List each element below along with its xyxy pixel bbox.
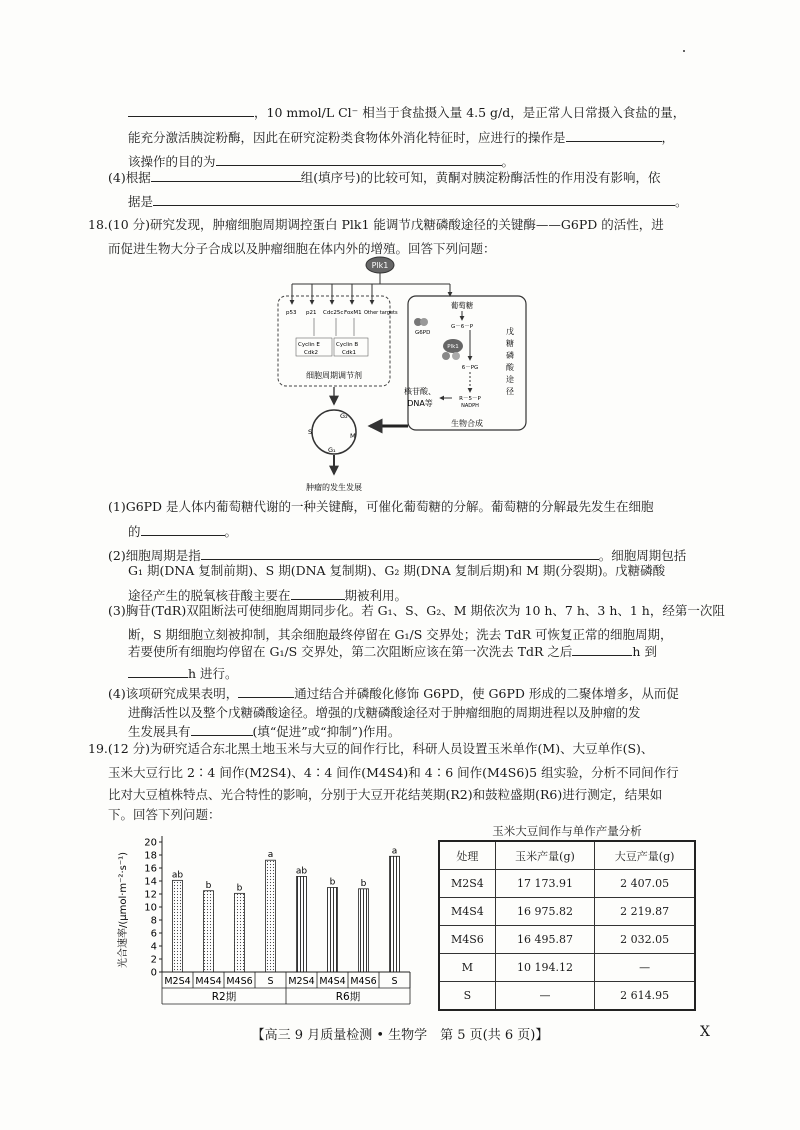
- y-tick-label: 12: [144, 889, 157, 901]
- q18-4-line-2: 进酶活性以及整个戊糖磷酸途径。增强的戊糖磷酸途径对于肿瘤细胞的周期进程以及肿瘤的发: [128, 705, 641, 720]
- significance-letter: a: [267, 850, 274, 861]
- q18-3-line-4: h 进行。: [128, 664, 238, 683]
- cdk2: Cdk2: [304, 350, 319, 356]
- table-cell: —: [595, 954, 695, 982]
- x-tick-label: M4S4: [319, 976, 346, 987]
- y-tick-label: 2: [150, 954, 157, 966]
- table-cell: 2 032.05: [595, 926, 695, 954]
- table-cell: 2 614.95: [595, 982, 695, 1011]
- table-body: [439, 870, 695, 1011]
- table-header-cell: 玉米产量(g): [495, 841, 594, 870]
- r5p-label: R－5－P: [459, 396, 481, 402]
- q19-intro-4: 下。回答下列问题：: [108, 807, 221, 822]
- significance-letter: b: [236, 883, 243, 894]
- x-tick-label: M2S4: [164, 976, 191, 987]
- yield-table-wrap: [438, 822, 696, 1011]
- target-p21: p21: [306, 310, 317, 316]
- plk1-inner-label: Plk1: [447, 344, 459, 350]
- 6pg-label: 6－PG: [461, 365, 479, 371]
- g6p-label: G－6－P: [450, 324, 474, 330]
- q18-2-line-1: (2)细胞周期是指 。细胞周期包括: [108, 548, 687, 563]
- table-cell: 10 194.12: [495, 954, 594, 982]
- x-tick-label: S: [391, 976, 398, 987]
- table-cell: —: [495, 982, 594, 1011]
- q19-intro-2: 玉米大豆行比 2∶4 间作(M2S4)、4∶4 间作(M4S4)和 4∶6 间作(M4S6)5 组实验，分析不同间作行: [108, 765, 679, 780]
- answer-blank[interactable]: [216, 152, 502, 166]
- y-axis-label: 光合速率/(μmol·m⁻²·s⁻¹): [118, 851, 129, 969]
- table-cell: S: [439, 982, 495, 1011]
- x-tick-label: M4S6: [350, 976, 377, 987]
- q18-4-line-1: (4)该项研究成果表明， 通过结合并磷酸化修饰 G6PD，使 G6PD 形成的二聚体增多，从而促: [108, 686, 679, 701]
- bar: [235, 893, 245, 972]
- significance-letter: b: [205, 880, 212, 891]
- table-cell: M4S6: [439, 926, 495, 954]
- yield-table: [438, 840, 696, 1011]
- target-foxm1: FoxM1: [344, 310, 362, 316]
- table-row: [439, 898, 695, 926]
- q18-intro-1: 18.(10 分)研究发现，肿瘤细胞周期调控蛋白 Plk1 能调节戊糖磷酸途径的关键酶——G6PD 的活性，进: [88, 217, 664, 232]
- table-cell: 16 495.87: [495, 926, 594, 954]
- table-cell: 16 975.82: [495, 898, 594, 926]
- x-tick-label: M4S4: [195, 976, 222, 987]
- cell-cycle-regulator-label: 细胞周期调节剂: [306, 371, 362, 380]
- answer-blank[interactable]: [141, 522, 225, 536]
- q18-1-line-2: 的 。: [128, 524, 238, 539]
- answer-blank[interactable]: [201, 546, 599, 560]
- plk1-label: Plk1: [371, 261, 389, 270]
- y-tick-label: 4: [150, 941, 157, 953]
- answer-blank[interactable]: [153, 192, 675, 206]
- significance-letter: ab: [171, 870, 184, 881]
- target-cdc25c: Cdc25c: [323, 310, 344, 316]
- cyclin-b: Cyclin B: [336, 342, 359, 348]
- plk1-pathway-diagram: [270, 256, 530, 496]
- cdk1: Cdk1: [342, 350, 357, 356]
- bar: [297, 876, 307, 972]
- x-tick-label: M4S6: [226, 976, 253, 987]
- stray-mark: [683, 50, 685, 52]
- q18-3-line-1: (3)胸苷(TdR)双阻断法可使细胞周期同步化。若 G₁、S、G₂、M 期依次为 10 h、7 h、3 h、1 h，经第一次阻: [108, 603, 725, 618]
- answer-blank[interactable]: [291, 586, 345, 600]
- table-row: [439, 954, 695, 982]
- tumor-label: 肿瘤的发生发展: [306, 483, 362, 492]
- significance-letter: b: [360, 878, 367, 889]
- bar: [359, 889, 369, 972]
- significance-letter: a: [391, 846, 398, 857]
- table-cell: M: [439, 954, 495, 982]
- bar: [266, 860, 276, 972]
- q17-4-line-1: (4)根据 组(填序号)的比较可知，黄酮对胰淀粉酶活性的作用没有影响，依: [108, 170, 661, 185]
- bars: [172, 846, 400, 972]
- bar: [328, 888, 338, 973]
- bar: [173, 880, 183, 972]
- y-tick-label: 18: [144, 850, 157, 862]
- table-cell: 2 219.87: [595, 898, 695, 926]
- biosynthesis-label: 生物合成: [451, 419, 483, 428]
- target-p53: p53: [286, 310, 297, 316]
- y-tick-label: 10: [144, 902, 157, 914]
- target-other: Other targets: [364, 310, 398, 316]
- table-row: [439, 870, 695, 898]
- q18-2-line-2: G₁ 期(DNA 复制前期)、S 期(DNA 复制期)、G₂ 期(DNA 复制后期)和 M 期(分裂期)。戊糖磷酸: [128, 563, 666, 578]
- q18-4-line-3: 生发展具有 (填“促进”或“抑制”)作用。: [128, 724, 401, 739]
- q18-2-line-3: 途径产生的脱氧核苷酸主要在 期被利用。: [128, 588, 408, 603]
- table-row: [439, 982, 695, 1011]
- answer-blank[interactable]: [128, 664, 188, 678]
- bar: [390, 856, 400, 972]
- m-label: M: [350, 432, 356, 440]
- y-tick-label: 0: [150, 967, 157, 979]
- q18-3-line-2: 断，S 期细胞立刻被抑制，其余细胞最终停留在 G₁/S 交界处；洗去 TdR 可恢复正常的细胞周期，: [128, 627, 673, 642]
- pentose-pathway-label: 戊糖磷酸途径: [506, 327, 514, 396]
- nadph-label: NADPH: [461, 403, 479, 409]
- table-cell: M4S4: [439, 898, 495, 926]
- group-label: R2期: [211, 991, 237, 1003]
- x-tick-label: S: [267, 976, 274, 987]
- y-tick-label: 16: [144, 863, 157, 875]
- photosynthesis-bar-chart: [110, 830, 435, 1015]
- cyclin-e: Cyclin E: [298, 342, 320, 348]
- group-label: R6期: [335, 991, 361, 1003]
- x-axis: [162, 972, 410, 1004]
- answer-blank[interactable]: [566, 128, 662, 142]
- table-row: [439, 926, 695, 954]
- top-line-3: 该操作的目的为 。: [128, 154, 515, 169]
- y-tick-label: 6: [150, 928, 157, 940]
- table-title: 玉米大豆间作与单作产量分析: [492, 824, 642, 838]
- table-cell: 2 407.05: [595, 870, 695, 898]
- bar: [204, 891, 214, 972]
- y-tick-label: 8: [150, 915, 157, 927]
- answer-blank[interactable]: [151, 168, 301, 182]
- g6pd-label: G6PD: [415, 330, 431, 336]
- nucleotide-label: 核苷酸、: [404, 387, 436, 396]
- paper-code: X: [700, 1024, 710, 1040]
- y-tick-label: 20: [144, 837, 157, 849]
- q18-3-line-3: 若要使所有细胞均停留在 G₁/S 交界处，第二次阻断应该在第一次洗去 TdR 之后 h 到: [128, 644, 657, 659]
- y-axis: [144, 836, 162, 979]
- answer-blank[interactable]: [128, 103, 254, 117]
- top-line-2: 能充分激活胰淀粉酶，因此在研究淀粉类食物体外消化特征时，应进行的操作是 ，: [128, 130, 675, 145]
- glucose-label: 葡萄糖: [450, 301, 474, 310]
- significance-letter: b: [329, 877, 336, 888]
- table-header-row: [439, 841, 695, 870]
- q19-intro-3: 比对大豆植株特点、光合特性的影响，分别于大豆开花结荚期(R2)和鼓粒盛期(R6)进行测定，结果如: [108, 787, 663, 802]
- table-header-cell: 处理: [439, 841, 495, 870]
- q19-intro-1: 19.(12 分)为研究适合东北黑土地玉米与大豆的间作行比，科研人员设置玉米单作(M)、大豆单作(S)、: [88, 741, 654, 756]
- answer-blank[interactable]: [191, 722, 253, 736]
- table-cell: 17 173.91: [495, 870, 594, 898]
- s-label: S: [308, 428, 313, 436]
- answer-blank[interactable]: [238, 684, 294, 698]
- g2-label: G₂: [340, 412, 348, 420]
- table-cell: M2S4: [439, 870, 495, 898]
- q18-1-line-1: (1)G6PD 是人体内葡萄糖代谢的一种关键酶，可催化葡萄糖的分解。葡萄糖的分解最先发生在细胞: [108, 499, 654, 514]
- q18-intro-2: 而促进生物大分子合成以及肿瘤细胞在体内外的增殖。回答下列问题：: [108, 241, 496, 256]
- significance-letter: ab: [295, 866, 308, 877]
- x-tick-label: M2S4: [288, 976, 315, 987]
- q17-4-line-2: 据是 。: [128, 194, 688, 209]
- answer-blank[interactable]: [572, 642, 632, 656]
- page-footer: 【高三 9 月质量检测 • 生物学 第 5 页(共 6 页)】: [251, 1028, 549, 1043]
- y-tick-label: 14: [144, 876, 157, 888]
- dna-label: DNA等: [407, 399, 433, 408]
- g1-label: G₁: [328, 446, 336, 454]
- top-line-1: ，10 mmol/L Cl⁻ 相当于食盐摄入量 4.5 g/d，是正常人日常摄入食盐的量，: [128, 103, 685, 122]
- table-header-cell: 大豆产量(g): [595, 841, 695, 870]
